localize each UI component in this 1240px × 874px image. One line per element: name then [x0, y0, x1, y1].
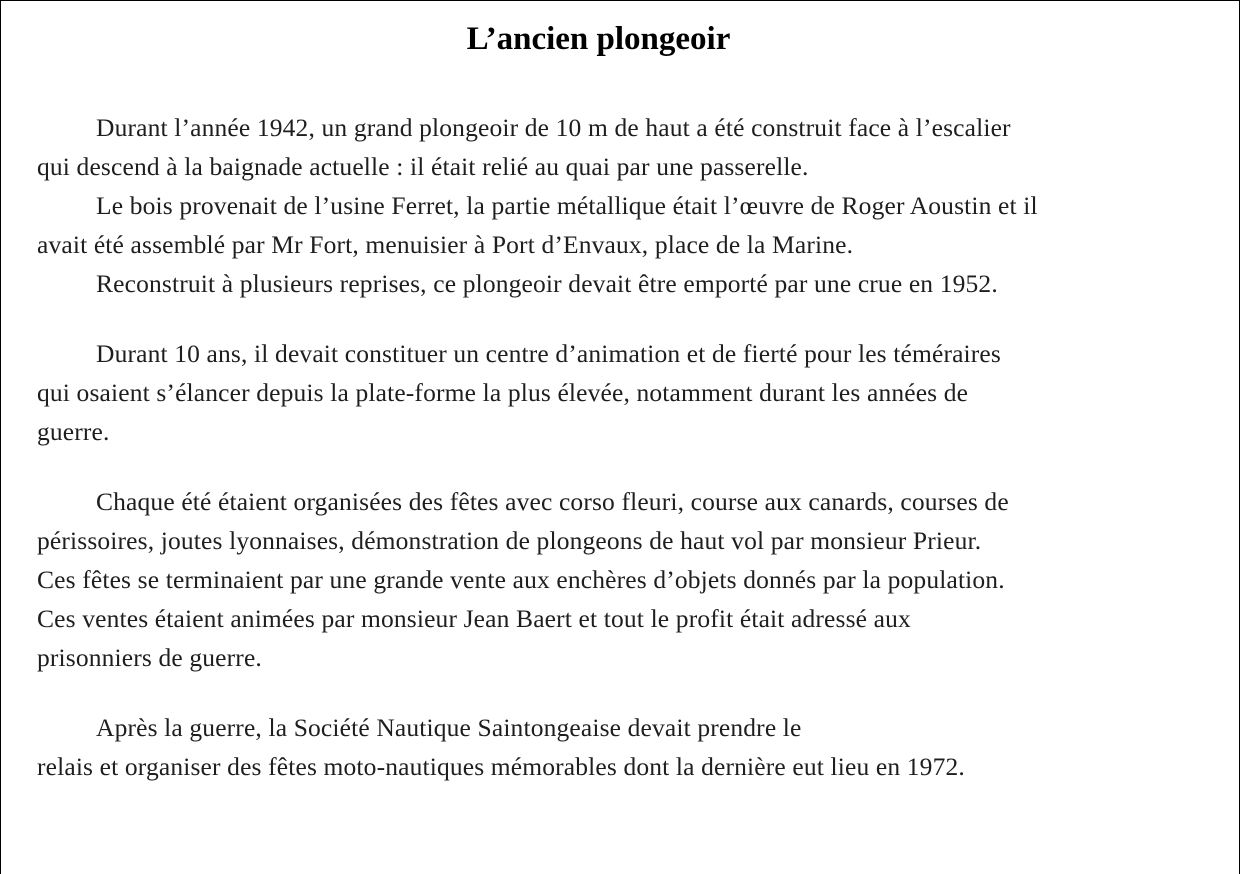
paragraph-1-line-1: Durant l’année 1942, un grand plongeoir de 10 m de haut a été construit face à l’escalier — [96, 113, 1011, 142]
document-title: L’ancien plongeoir — [466, 21, 731, 57]
paragraph-3-line-1: Reconstruit à plusieurs reprises, ce plongeoir devait être emporté par une crue en 1952. — [96, 269, 998, 298]
paragraph-5-line-3: Ces fêtes se terminaient par une grande vente aux enchères d’objets donnés par la population. — [37, 565, 1005, 594]
paragraph-4-line-3: guerre. — [37, 417, 110, 446]
paragraph-4-line-2: qui osaient s’élancer depuis la plate-forme la plus élevée, notamment durant les années de — [37, 378, 969, 407]
paragraph-6-line-2: relais et organiser des fêtes moto-nautiques mémorables dont la dernière eut lieu en 1972. — [37, 752, 965, 781]
paragraph-2-line-1: Le bois provenait de l’usine Ferret, la partie métallique était l’œuvre de Roger Aoustin et il — [96, 191, 1038, 220]
paragraph-4-line-1: Durant 10 ans, il devait constituer un centre d’animation et de fierté pour les téméraires — [96, 339, 1001, 368]
paragraph-5-line-2: périssoires, joutes lyonnaises, démonstration de plongeons de haut vol par monsieur Prieur. — [37, 526, 982, 555]
paragraph-5-line-5: prisonniers de guerre. — [37, 643, 262, 672]
paragraph-2-line-2: avait été assemblé par Mr Fort, menuisier à Port d’Envaux, place de la Marine. — [37, 230, 854, 259]
paragraph-1-line-2: qui descend à la baignade actuelle : il était relié au quai par une passerelle. — [37, 152, 809, 181]
paragraph-6-line-1: Après la guerre, la Société Nautique Saintongeaise devait prendre le — [96, 713, 802, 742]
paragraph-5-line-1: Chaque été étaient organisées des fêtes avec corso fleuri, course aux canards, courses de — [96, 487, 1009, 516]
paragraph-5-line-4: Ces ventes étaient animées par monsieur Jean Baert et tout le profit était adressé aux — [37, 604, 911, 633]
